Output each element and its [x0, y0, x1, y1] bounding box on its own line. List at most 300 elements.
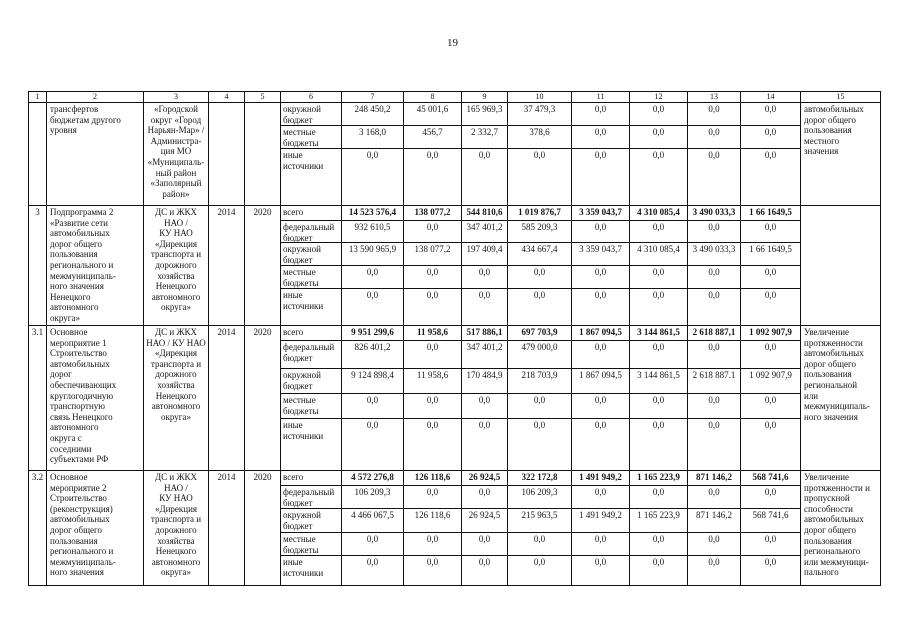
expected-result-line: автомобильных: [804, 514, 864, 525]
column-number-header: 1: [29, 92, 47, 103]
amount-cell: 4 310 085,4: [630, 243, 688, 266]
amount-cell: 0,0: [688, 221, 741, 243]
executor-line: транспорта и: [150, 514, 202, 525]
amount-cell: 0,0: [688, 556, 741, 586]
amount-cell: 0,0: [508, 289, 572, 326]
amount-cell: 0,0: [688, 266, 741, 289]
activity-name-line: автономного: [50, 302, 99, 313]
amount-cell: 0,0: [741, 149, 801, 206]
expected-result-line: протяженности: [804, 337, 863, 348]
executor-line: Администра-: [150, 135, 202, 146]
amount-cell: 0,0: [630, 221, 688, 243]
column-number-header: 4: [209, 92, 245, 103]
amount-cell: 0,0: [741, 533, 801, 556]
amount-cell: 1 66 1649,5: [741, 243, 801, 266]
amount-cell: 248 450,2: [342, 103, 404, 126]
expected-result-line: регионального: [804, 546, 861, 557]
expected-result-line: протяженности и: [804, 482, 870, 493]
executor-line: автономного: [151, 556, 201, 567]
expected-result-line: пользования: [804, 535, 852, 546]
amount-cell: 14 523 576,4: [342, 206, 404, 221]
amount-cell: 0,0: [572, 533, 630, 556]
funding-source-line: всего: [283, 472, 304, 482]
activity-name-line: трансфертов: [50, 104, 99, 114]
amount-cell: 0,0: [462, 394, 508, 419]
amount-cell: 0,0: [508, 419, 572, 471]
expected-result-line: Увеличение: [804, 472, 850, 482]
funding-source: [281, 486, 342, 509]
activity-name-line: регионального и: [50, 259, 114, 270]
amount-cell: 218 703,9: [508, 369, 572, 394]
amount-cell: 0,0: [342, 556, 404, 586]
expected-result-line: значения: [804, 146, 839, 157]
amount-cell: 9 124 898,4: [342, 369, 404, 394]
amount-cell: 871 146,2: [688, 471, 741, 486]
activity-name-line: регионального и: [50, 546, 114, 557]
column-number-header: 2: [47, 92, 144, 103]
amount-cell: 0,0: [404, 394, 462, 419]
column-number-header: 10: [508, 92, 572, 103]
funding-source-line: окружной: [283, 370, 321, 380]
amount-cell: 0,0: [630, 394, 688, 419]
column-number-header: 11: [572, 92, 630, 103]
amount-cell: 4 466 067,5: [342, 509, 404, 533]
expected-result-line: дорог общего: [804, 524, 856, 535]
executor-line: транспорта и: [150, 358, 202, 369]
amount-cell: 347 401,2: [462, 341, 508, 369]
column-number-header: 15: [801, 92, 881, 103]
amount-cell: 3 359 043,7: [572, 243, 630, 266]
amount-cell: 3 359 043,7: [572, 206, 630, 221]
amount-cell: 26 924,5: [462, 471, 508, 486]
column-number-header: 13: [688, 92, 741, 103]
funding-source-line: бюджет: [283, 380, 313, 391]
amount-cell: 0,0: [572, 103, 630, 126]
funding-source: [281, 471, 342, 486]
amount-cell: 0,0: [572, 394, 630, 419]
activity-name-line: округа»: [50, 312, 80, 323]
row-number: 3.1: [29, 326, 47, 471]
funding-source-line: иные: [283, 557, 303, 567]
executor-line: «Городской: [154, 104, 198, 114]
amount-cell: 3 168,0: [342, 126, 404, 149]
expected-result-line: дорог общего: [804, 358, 856, 369]
expected-result-line: пального: [804, 567, 839, 578]
funding-source-line: бюджеты: [283, 544, 319, 555]
funding-source: [281, 533, 342, 556]
amount-cell: 0,0: [508, 556, 572, 586]
column-number-header: 14: [741, 92, 801, 103]
amount-cell: 215 963,5: [508, 509, 572, 533]
funding-source: [281, 341, 342, 369]
activity-name-line: Основное: [50, 472, 88, 482]
executor-line: Ненецкого: [155, 281, 197, 292]
executor: [144, 471, 209, 586]
expected-result-line: пропускной: [804, 493, 850, 504]
amount-cell: 0,0: [404, 221, 462, 243]
funding-source-line: бюджет: [283, 352, 313, 363]
executor-line: «Муниципаль-: [147, 156, 205, 167]
row-number: 3: [29, 206, 47, 326]
amount-cell: 0,0: [342, 289, 404, 326]
amount-cell: 0,0: [741, 221, 801, 243]
executor-line: НАО /: [164, 217, 188, 228]
executor-line: «Дирекция: [154, 238, 198, 249]
amount-cell: 2 618 887,1: [688, 326, 741, 341]
start-year: 2014: [209, 471, 245, 586]
funding-source-line: местные: [283, 534, 316, 544]
activity-name-line: ного значения: [50, 281, 104, 292]
amount-cell: 568 741,6: [741, 471, 801, 486]
amount-cell: 11 958,6: [404, 369, 462, 394]
executor: [144, 326, 209, 471]
funding-source-line: иные: [283, 150, 303, 160]
activity-name-line: Ненецкого: [50, 291, 91, 302]
amount-cell: 0,0: [342, 533, 404, 556]
funding-source: [281, 126, 342, 149]
activity-name-line: пользования: [50, 535, 98, 546]
amount-cell: 697 703,9: [508, 326, 572, 341]
funding-source: [281, 103, 342, 126]
amount-cell: 0,0: [572, 341, 630, 369]
end-year: [245, 103, 281, 206]
activity-name-line: обеспечивающих: [50, 379, 117, 390]
executor-line: автономного: [151, 291, 201, 302]
executor-line: «Дирекция: [154, 503, 198, 514]
column-number-header: 5: [245, 92, 281, 103]
amount-cell: 126 118,6: [404, 509, 462, 533]
amount-cell: 3 144 861,5: [630, 326, 688, 341]
amount-cell: 2 332,7: [462, 126, 508, 149]
amount-cell: 197 409,4: [462, 243, 508, 266]
activity-name-line: связь Ненецкого: [50, 411, 113, 422]
funding-source: [281, 266, 342, 289]
expected-result-line: местного: [804, 135, 840, 146]
activity-name-line: ного значения: [50, 567, 104, 578]
amount-cell: 106 209,3: [342, 486, 404, 509]
expected-result-line: региональной: [804, 379, 858, 390]
expected-result-line: пользования: [804, 125, 852, 136]
amount-cell: 0,0: [404, 556, 462, 586]
amount-cell: 0,0: [462, 419, 508, 471]
activity-name-line: дорог общего: [50, 238, 102, 249]
expected-result-line: или: [804, 390, 819, 401]
funding-source-line: источники: [283, 160, 324, 171]
amount-cell: 0,0: [741, 126, 801, 149]
amount-cell: 0,0: [630, 533, 688, 556]
amount-cell: 138 077,2: [404, 243, 462, 266]
amount-cell: 1 66 1649,5: [741, 206, 801, 221]
funding-source-line: местные: [283, 127, 316, 137]
amount-cell: 0,0: [630, 149, 688, 206]
activity-name-line: субъектами РФ: [50, 454, 109, 465]
amount-cell: 0,0: [741, 103, 801, 126]
amount-cell: 826 401,2: [342, 341, 404, 369]
amount-cell: 0,0: [741, 341, 801, 369]
amount-cell: 479 000,0: [508, 341, 572, 369]
funding-source-line: иные: [283, 290, 303, 300]
amount-cell: 0,0: [572, 289, 630, 326]
expected-result-line: дорог общего: [804, 114, 856, 125]
activity-name-line: «Развитие сети: [50, 217, 108, 228]
activity-name: [47, 103, 144, 206]
expected-result-line: автомобильных: [804, 348, 864, 359]
funding-source-line: бюджет: [283, 232, 313, 243]
amount-cell: 0,0: [462, 266, 508, 289]
amount-cell: 0,0: [404, 341, 462, 369]
amount-cell: 26 924,5: [462, 509, 508, 533]
amount-cell: 0,0: [630, 289, 688, 326]
funding-source-line: всего: [283, 327, 304, 337]
funding-source: [281, 394, 342, 419]
amount-cell: 0,0: [688, 486, 741, 509]
executor-line: округа»: [161, 567, 191, 578]
amount-cell: 434 667,4: [508, 243, 572, 266]
executor-line: НАО / КУ НАО: [146, 337, 206, 348]
activity-name-line: межмуниципаль-: [50, 556, 116, 567]
start-year: [209, 103, 245, 206]
activity-name-line: автономного: [50, 422, 99, 433]
executor: [144, 103, 209, 206]
amount-cell: 11 958,6: [404, 326, 462, 341]
funding-source: [281, 206, 342, 221]
amount-cell: 0,0: [572, 486, 630, 509]
program-funding-table: [28, 91, 881, 586]
expected-result: [801, 206, 881, 326]
expected-result: [801, 326, 881, 471]
funding-source-line: окружной: [283, 104, 321, 114]
funding-source-line: федеральный: [283, 342, 335, 352]
row-number: 3.2: [29, 471, 47, 586]
funding-source-line: бюджет: [283, 497, 313, 508]
amount-cell: 0,0: [688, 289, 741, 326]
amount-cell: 0,0: [404, 486, 462, 509]
funding-source-line: окружной: [283, 244, 321, 254]
executor-line: «Дирекция: [154, 348, 198, 359]
executor-line: КУ НАО: [159, 493, 193, 504]
funding-source: [281, 289, 342, 326]
amount-cell: 932 610,5: [342, 221, 404, 243]
funding-source-line: местные: [283, 395, 316, 405]
funding-source: [281, 326, 342, 341]
activity-name-line: межмуниципаль-: [50, 270, 116, 281]
page-number: 19: [447, 37, 458, 49]
activity-name-line: Основное: [50, 327, 88, 337]
amount-cell: 45 001,6: [404, 103, 462, 126]
funding-source: [281, 509, 342, 533]
amount-cell: 1 092 907,9: [741, 369, 801, 394]
activity-name-line: мероприятие 2: [50, 482, 107, 493]
amount-cell: 0,0: [342, 419, 404, 471]
amount-cell: 585 209,3: [508, 221, 572, 243]
activity-name-line: дорог: [50, 369, 72, 380]
start-year: 2014: [209, 326, 245, 471]
amount-cell: 0,0: [404, 266, 462, 289]
amount-cell: 0,0: [462, 556, 508, 586]
executor-line: округ «Город: [150, 114, 202, 125]
amount-cell: 0,0: [688, 126, 741, 149]
funding-source-line: окружной: [283, 510, 321, 520]
executor-line: ДС и ЖКХ: [154, 207, 198, 217]
amount-cell: 0,0: [342, 266, 404, 289]
amount-cell: 0,0: [688, 394, 741, 419]
funding-source: [281, 556, 342, 586]
activity-name: [47, 206, 144, 326]
activity-name-line: дорог общего: [50, 524, 102, 535]
activity-name-line: автомобильных: [50, 514, 110, 525]
executor-line: ция МО: [160, 146, 192, 157]
amount-cell: 0,0: [404, 533, 462, 556]
amount-cell: 0,0: [572, 126, 630, 149]
amount-cell: 1 092 907,9: [741, 326, 801, 341]
amount-cell: 568 741,6: [741, 509, 801, 533]
activity-name: [47, 326, 144, 471]
end-year: 2020: [245, 326, 281, 471]
funding-source: [281, 221, 342, 243]
activity-name-line: Строительство: [50, 348, 107, 359]
amount-cell: 0,0: [630, 341, 688, 369]
amount-cell: 0,0: [741, 486, 801, 509]
activity-name-line: бюджетам другого: [50, 114, 121, 125]
amount-cell: 0,0: [741, 394, 801, 419]
activity-name-line: пользования: [50, 249, 98, 260]
amount-cell: 37 479,3: [508, 103, 572, 126]
amount-cell: 378,6: [508, 126, 572, 149]
funding-source-line: бюджет: [283, 520, 313, 531]
activity-name-line: соседними: [50, 443, 92, 454]
expected-result: [801, 103, 881, 206]
amount-cell: 0,0: [572, 149, 630, 206]
amount-cell: 0,0: [508, 533, 572, 556]
executor-line: округа»: [161, 411, 191, 422]
amount-cell: 0,0: [630, 126, 688, 149]
amount-cell: 0,0: [462, 486, 508, 509]
amount-cell: 3 144 861,5: [630, 369, 688, 394]
activity-name: [47, 471, 144, 586]
amount-cell: 0,0: [572, 266, 630, 289]
amount-cell: 0,0: [508, 394, 572, 419]
amount-cell: 106 209,3: [508, 486, 572, 509]
amount-cell: 0,0: [404, 149, 462, 206]
amount-cell: 0,0: [688, 149, 741, 206]
amount-cell: 0,0: [630, 266, 688, 289]
executor-line: дорожного: [155, 259, 197, 270]
funding-source-line: источники: [283, 567, 324, 578]
column-number-header: 8: [404, 92, 462, 103]
amount-cell: 0,0: [630, 486, 688, 509]
funding-source-line: иные: [283, 420, 303, 430]
start-year: 2014: [209, 206, 245, 326]
activity-name-line: мероприятие 1: [50, 337, 107, 348]
amount-cell: 170 484,9: [462, 369, 508, 394]
funding-source-line: источники: [283, 430, 324, 441]
funding-source-line: бюджеты: [283, 277, 319, 288]
executor-line: автономного: [151, 401, 201, 412]
row-number: [29, 103, 47, 206]
executor-line: ДС и ЖКХ: [154, 327, 198, 337]
funding-source-line: бюджет: [283, 254, 313, 265]
amount-cell: 0,0: [630, 419, 688, 471]
executor: [144, 206, 209, 326]
amount-cell: 0,0: [342, 149, 404, 206]
executor-line: хозяйства: [157, 270, 195, 281]
executor-line: хозяйства: [157, 379, 195, 390]
funding-source-line: источники: [283, 300, 324, 311]
funding-source-line: местные: [283, 267, 316, 277]
activity-name-line: автомобильных: [50, 228, 110, 239]
amount-cell: 9 951 299,6: [342, 326, 404, 341]
amount-cell: 3 490 033,3: [688, 206, 741, 221]
activity-name-line: уровня: [50, 125, 77, 136]
executor-line: дорожного: [155, 524, 197, 535]
column-number-header: 12: [630, 92, 688, 103]
amount-cell: 1 165 223,9: [630, 509, 688, 533]
funding-source: [281, 419, 342, 471]
expected-result-line: пользования: [804, 369, 852, 380]
amount-cell: 1 019 876,7: [508, 206, 572, 221]
executor-line: район»: [162, 188, 190, 199]
executor-line: Ненецкого: [155, 546, 197, 557]
amount-cell: 0,0: [342, 394, 404, 419]
amount-cell: 0,0: [630, 103, 688, 126]
amount-cell: 0,0: [462, 149, 508, 206]
amount-cell: 0,0: [462, 533, 508, 556]
executor-line: Нарьян-Мар» /: [147, 125, 205, 136]
activity-name-line: округа с: [50, 432, 82, 443]
column-number-header: 9: [462, 92, 508, 103]
end-year: 2020: [245, 206, 281, 326]
amount-cell: 165 969,3: [462, 103, 508, 126]
amount-cell: 0,0: [508, 149, 572, 206]
executor-line: округа»: [161, 302, 191, 313]
amount-cell: 0,0: [741, 289, 801, 326]
expected-result-line: автомобильных: [804, 104, 864, 114]
funding-source-line: бюджеты: [283, 405, 319, 416]
amount-cell: 0,0: [688, 103, 741, 126]
amount-cell: 1 867 094,5: [572, 326, 630, 341]
executor-line: «Заполярный: [150, 178, 202, 189]
amount-cell: 13 590 965,9: [342, 243, 404, 266]
amount-cell: 0,0: [572, 556, 630, 586]
expected-result: [801, 471, 881, 586]
amount-cell: 1 491 949,2: [572, 509, 630, 533]
executor-line: НАО /: [164, 482, 188, 493]
amount-cell: 0,0: [741, 419, 801, 471]
amount-cell: 517 886,1: [462, 326, 508, 341]
executor-line: ДС и ЖКХ: [154, 472, 198, 482]
amount-cell: 0,0: [508, 266, 572, 289]
activity-name-line: транспортную: [50, 401, 106, 412]
amount-cell: 0,0: [572, 419, 630, 471]
activity-name-line: (реконструкция): [50, 503, 113, 514]
amount-cell: 1 491 949,2: [572, 471, 630, 486]
amount-cell: 871 146,2: [688, 509, 741, 533]
amount-cell: 322 172,8: [508, 471, 572, 486]
executor-line: хозяйства: [157, 535, 195, 546]
executor-line: Ненецкого: [155, 390, 197, 401]
funding-source-line: всего: [283, 207, 304, 217]
amount-cell: 0,0: [630, 556, 688, 586]
amount-cell: 347 401,2: [462, 221, 508, 243]
amount-cell: 0,0: [688, 341, 741, 369]
amount-cell: 3 490 033,3: [688, 243, 741, 266]
funding-source: [281, 243, 342, 266]
funding-source-line: федеральный: [283, 487, 335, 497]
activity-name-line: круглогодичную: [50, 390, 114, 401]
amount-cell: 4 310 085,4: [630, 206, 688, 221]
expected-result-line: Увеличение: [804, 327, 850, 337]
activity-name-line: автомобильных: [50, 358, 110, 369]
